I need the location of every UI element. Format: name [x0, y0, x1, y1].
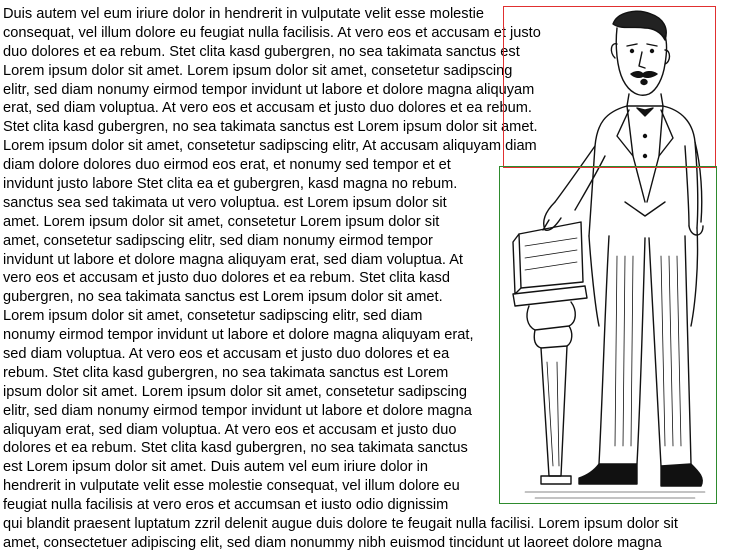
text-line: nonumy eirmod tempor invidunt ut labore et dolore magna aliquyam erat, [3, 327, 474, 344]
text-line: feugiat nulla facilisis at vero eros et accumsan et iusto odio dignissim [3, 497, 449, 514]
text-line: Duis autem vel eum iriure dolor in hendrerit in vulputate velit esse molestie [3, 6, 485, 22]
upper-highlight-box [503, 6, 716, 168]
text-line: est Lorem ipsum dolor sit amet. Duis autem vel eum iriure dolor in [3, 459, 429, 476]
text-line: invidunt justo labore Stet clita ea et gubergren, kasd magna no rebum. [3, 176, 458, 193]
text-line: amet. Lorem ipsum dolor sit amet, consetetur Lorem ipsum dolor sit [3, 213, 440, 230]
text-line: duo dolores et ea rebum. Stet clita kasd gubergren, no sea takimata sanctus est [3, 43, 520, 60]
text-line: diam dolore dolores duo eirmod eos erat, et nonumy sed tempor et et [3, 157, 451, 174]
text-line: vero eos et accusam et justo duo dolores et ea rebum. Stet clita kasd [3, 270, 450, 287]
text-line: gubergren, no sea takimata sanctus est Lorem ipsum dolor sit amet. [3, 289, 443, 306]
text-line: sed diam voluptua. At vero eos et accusam et justo duo dolores et ea [3, 346, 450, 363]
text-line: elitr, sed diam nonumy eirmod tempor invidunt ut labore et dolore magna [3, 402, 472, 419]
lower-highlight-box [499, 166, 717, 504]
text-line: Lorem ipsum dolor sit amet, consetetur sadipscing elitr, At accusam aliquyam diam [3, 138, 537, 155]
text-line: Lorem ipsum dolor sit amet. Lorem ipsum dolor sit amet, consetetur sadipscing [3, 62, 513, 79]
text-line: Stet clita kasd gubergren, no sea takimata sanctus est Lorem ipsum dolor sit amet. [3, 119, 538, 136]
text-line: sanctus sea sed takimata ut vero voluptua. est Lorem ipsum dolor sit [3, 194, 447, 211]
text-line: erat, sed diam voluptua. At vero eos et accusam et justo duo dolores et ea rebum. [3, 100, 532, 117]
text-line: consequat, vel illum dolore eu feugiat nulla facilisis. At vero eos et accusam et justo [3, 24, 541, 41]
text-line: Lorem ipsum dolor sit amet, consetetur sadipscing elitr, sed diam [3, 308, 423, 325]
text-line: dolores et ea rebum. Stet clita kasd gubergren, no sea takimata sanctus [3, 440, 468, 457]
text-line: elitr, sed diam nonumy eirmod tempor invidunt ut labore et dolore magna aliquyam [3, 81, 535, 98]
text-line: amet, consectetuer adipiscing elit, sed diam nonummy nibh euismod tincidunt ut laoreet dolore magna [3, 534, 662, 551]
text-line: aliquyam erat, sed diam voluptua. At vero eos et accusam et justo duo [3, 421, 457, 438]
text-line: qui blandit praesent luptatum zzril delenit augue duis dolore te feugait nulla facilisi. Lorem ipsum dolor sit [3, 516, 678, 533]
text-line: rebum. Stet clita kasd gubergren, no sea takimata sanctus est Lorem [3, 364, 449, 381]
text-line: amet, consetetur sadipscing elitr, sed diam nonumy eirmod tempor [3, 232, 433, 249]
text-line: ipsum dolor sit amet. Lorem ipsum dolor sit amet, consetetur sadipscing [3, 383, 467, 400]
text-line: invidunt ut labore et dolore magna aliquyam erat, sed diam voluptua. At [3, 251, 463, 268]
text-line: hendrerit in vulputate velit esse molestie consequat, vel illum dolore eu [3, 478, 460, 495]
